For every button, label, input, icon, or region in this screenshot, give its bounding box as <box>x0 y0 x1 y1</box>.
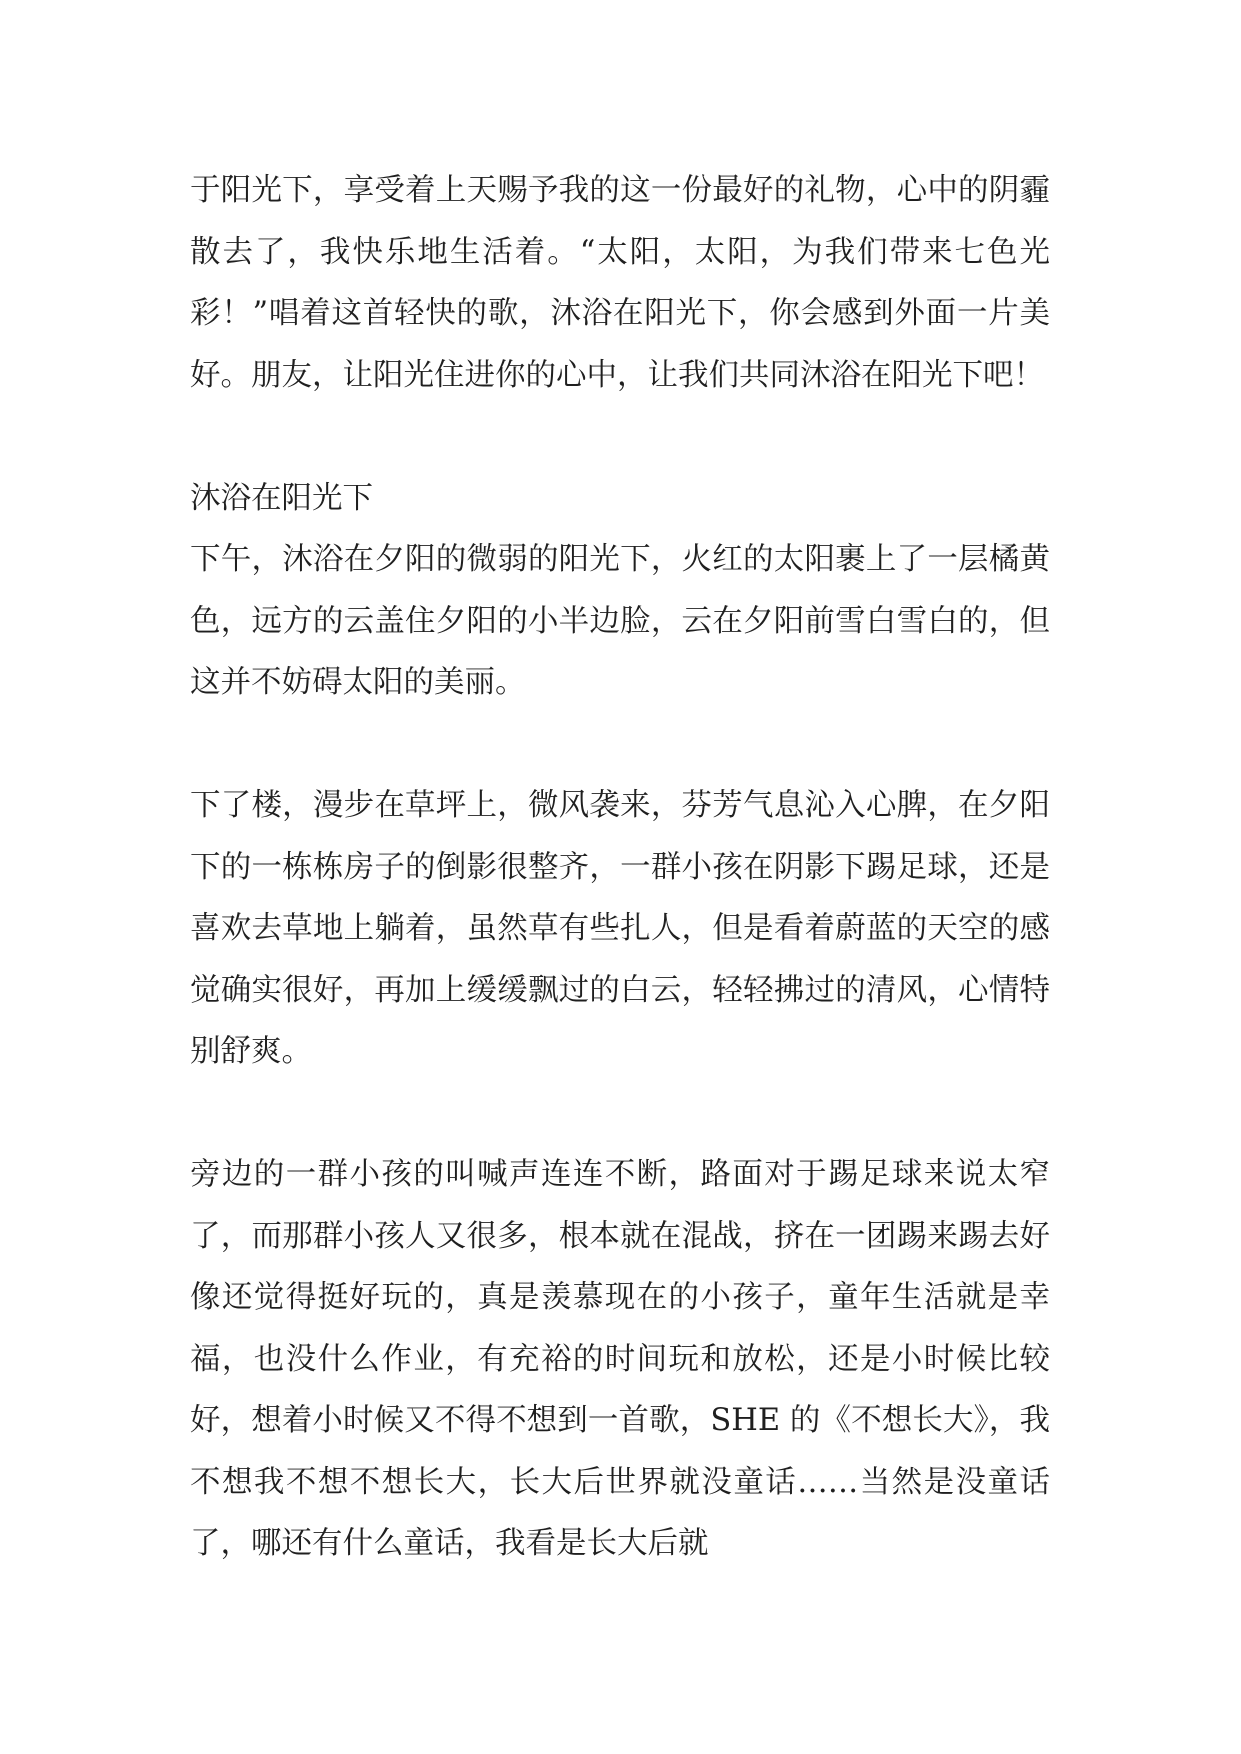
paragraph-1: 于阳光下，享受着上天赐予我的这一份最好的礼物，心中的阴霾散去了，我快乐地生活着。“太阳，太阳，为我们带来七色光彩！”唱着这首轻快的歌，沐浴在阳光下，你会感到外面一片美好。朋友，让阳光住进你的心中，让我们共同沐浴在阳光下吧！ <box>190 173 1050 393</box>
document-body <box>190 160 1050 1575</box>
paragraph-gap <box>190 1083 1050 1145</box>
section-title: 沐浴在阳光下 <box>190 480 373 516</box>
paragraph-2: 下午，沐浴在夕阳的微弱的阳光下，火红的太阳裹上了一层橘黄色，远方的云盖住夕阳的小半边脸，云在夕阳前雪白雪白的，但这并不妨碍太阳的美丽。 <box>190 542 1050 700</box>
paragraph-gap <box>190 714 1050 776</box>
paragraph-gap <box>190 406 1050 468</box>
paragraph-3: 下了楼，漫步在草坪上，微风袭来，芬芳气息沁入心脾，在夕阳下的一栋栋房子的倒影很整齐，一群小孩在阴影下踢足球，还是喜欢去草地上躺着，虽然草有些扎人，但是看着蔚蓝的天空的感觉确实很好，再加上缓缓飘过的白云，轻轻拂过的清风，心情特别舒爽。 <box>190 788 1050 1069</box>
paragraph-4: 旁边的一群小孩的叫喊声连连不断，路面对于踢足球来说太窄了，而那群小孩人又很多，根本就在混战，挤在一团踢来踢去好像还觉得挺好玩的，真是羡慕现在的小孩子，童年生活就是幸福，也没什么作业，有充裕的时间玩和放松，还是小时候比较好，想着小时候又不得不想到一首歌，SHE 的《不想长大》，我不想我不想不想长大，长大后世界就没童话……当然是没童话了，哪还有什么童话，我看是长大后就 <box>190 1157 1050 1561</box>
